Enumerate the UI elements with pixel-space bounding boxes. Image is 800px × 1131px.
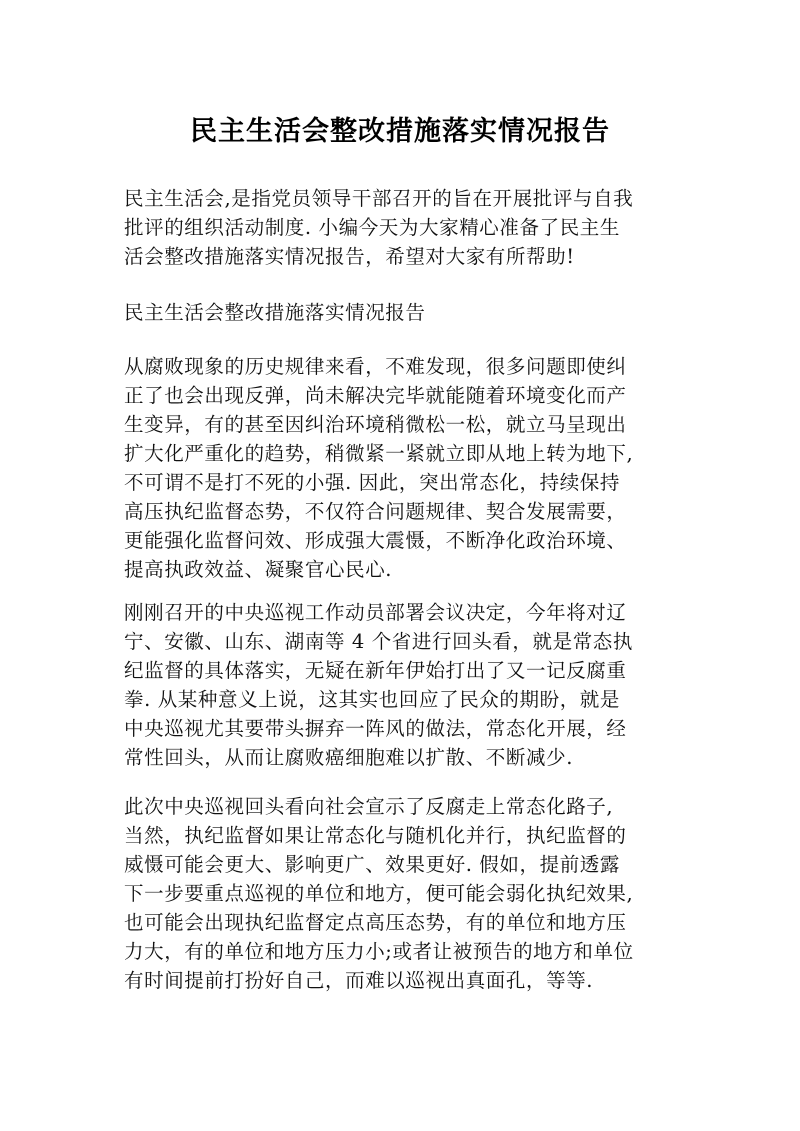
- text-line: 中央巡视尤其要带头摒弃一阵风的做法，常态化开展，经: [124, 717, 627, 740]
- text-line: 扩大化严重化的趋势，稍微紧一紧就立即从地上转为地下,: [124, 442, 634, 465]
- text-line: 不可谓不是打不死的小强. 因此，突出常态化，持续保持: [124, 471, 620, 494]
- text-line: 民主生活会整改措施落实情况报告: [124, 301, 426, 324]
- text-line: 刚刚召开的中央巡视工作动员部署会议决定，今年将对辽: [124, 601, 627, 624]
- text-line: 有时间提前打扮好自己，而难以巡视出真面孔，等等.: [124, 969, 594, 992]
- text-line: 更能强化监督问效、形成强大震慑，不断净化政治环境、: [124, 529, 627, 552]
- text-line: 当然，执纪监督如果让常态化与随机化并行，执纪监督的: [124, 824, 627, 847]
- text-line: 活会整改措施落实情况报告，希望对大家有所帮助!: [124, 245, 575, 268]
- text-line: 高压执纪监督态势，不仅符合问题规律、契合发展需要，: [124, 500, 627, 523]
- text-line: 也可能会出现执纪监督定点高压态势，有的单位和地方压: [124, 911, 627, 934]
- text-line: 批评的组织活动制度. 小编今天为大家精心准备了民主生: [124, 216, 620, 239]
- text-line: 宁、安徽、山东、湖南等 4 个省进行回头看，就是常态执: [124, 630, 634, 653]
- text-line: 此次中央巡视回头看向社会宣示了反腐走上常态化路子,: [124, 795, 614, 818]
- document-title: 民主生活会整改措施落实情况报告: [190, 116, 610, 147]
- text-line: 提高执政效益、凝聚官心民心.: [124, 558, 393, 581]
- text-line: 威慑可能会更大、影响更广、效果更好. 假如，提前透露: [124, 853, 620, 876]
- text-line: 拳. 从某种意义上说，这其实也回应了民众的期盼，就是: [124, 688, 620, 711]
- body-paragraph-2: [124, 598, 684, 772]
- text-line: 生变异，有的甚至因纠治环境稍微松一松，就立马呈现出: [124, 413, 627, 436]
- body-paragraph-1: [124, 352, 684, 584]
- body-paragraph-3: [124, 792, 684, 995]
- text-line: 从腐败现象的历史规律来看，不难发现，很多问题即使纠: [124, 355, 627, 378]
- text-line: 常性回头，从而让腐败癌细胞难以扩散、不断减少.: [124, 746, 573, 769]
- intro-paragraph: [124, 184, 684, 271]
- text-line: 民主生活会,是指党员领导干部召开的旨在开展批评与自我: [124, 187, 634, 210]
- text-line: 纪监督的具体落实，无疑在新年伊始打出了又一记反腐重: [124, 659, 627, 682]
- subtitle-paragraph: [124, 298, 684, 327]
- text-line: 下一步要重点巡视的单位和地方，便可能会弱化执纪效果,: [124, 882, 634, 905]
- text-line: 力大，有的单位和地方压力小;或者让被预告的地方和单位: [124, 940, 634, 963]
- text-line: 正了也会出现反弹，尚未解决完毕就能随着环境变化而产: [124, 384, 627, 407]
